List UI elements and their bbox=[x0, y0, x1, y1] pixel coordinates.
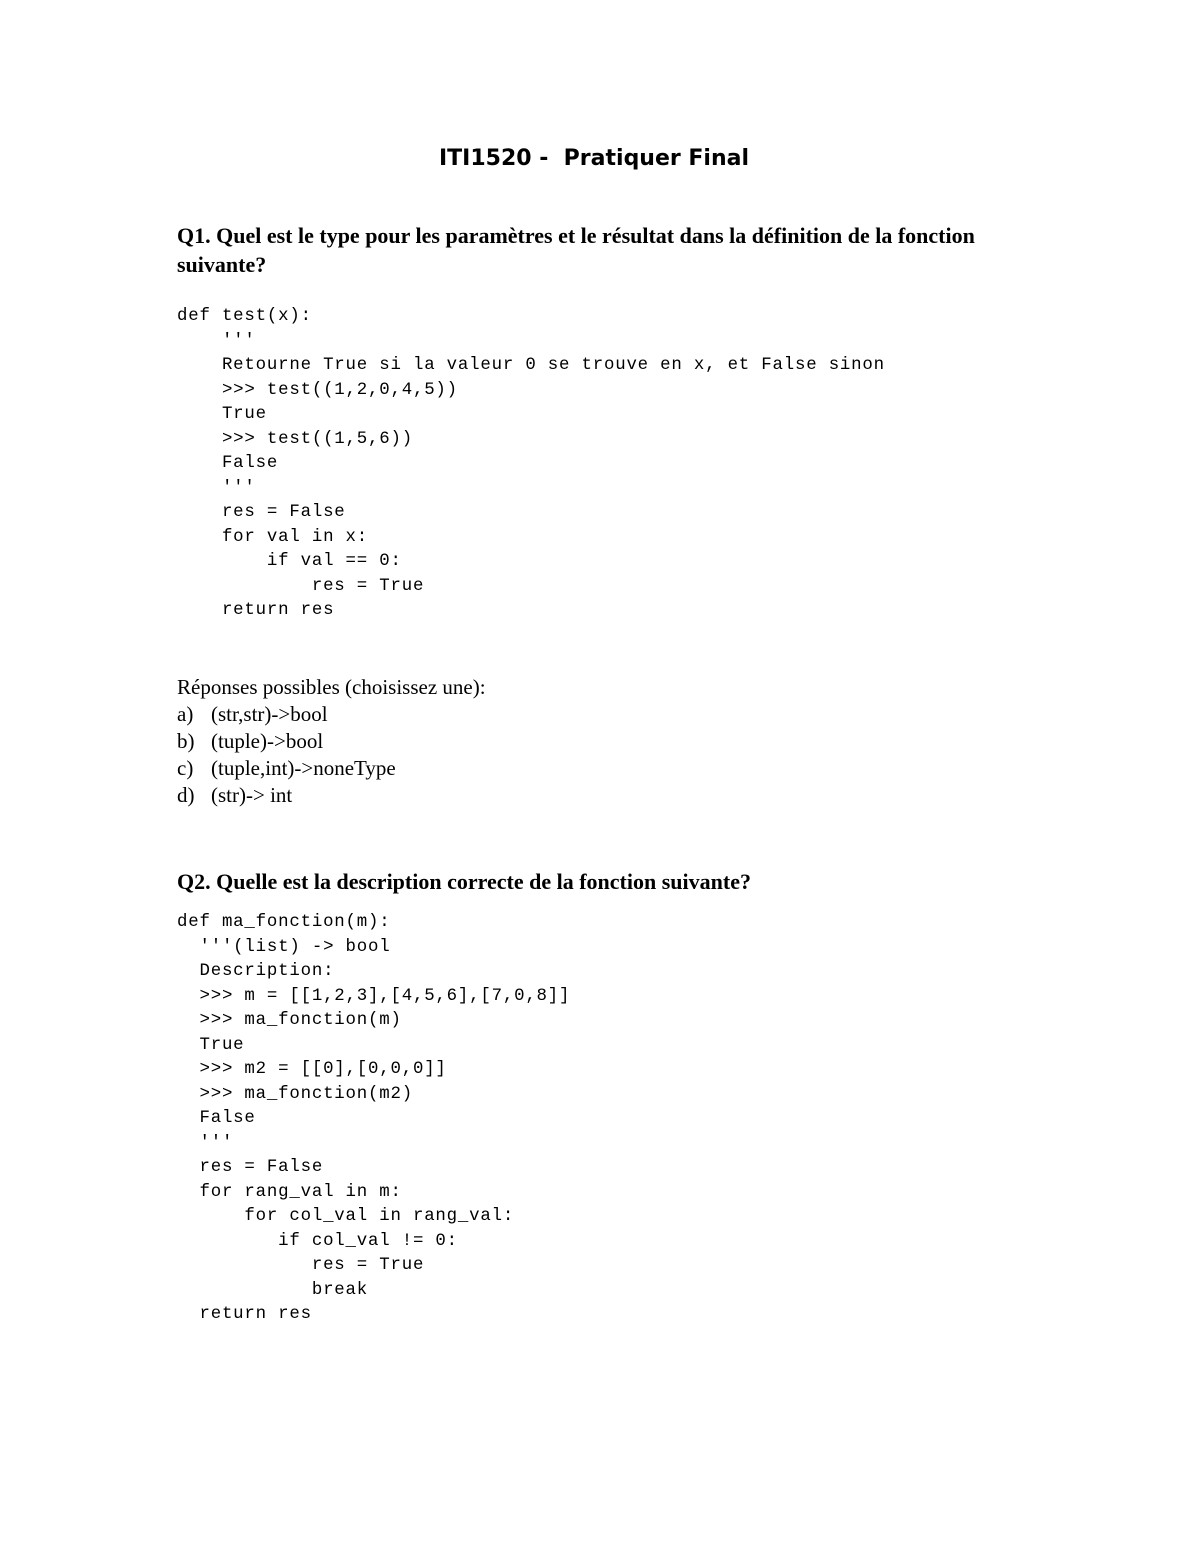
code-line: if val == 0: bbox=[177, 552, 402, 571]
code-line: False bbox=[177, 454, 279, 473]
code-line: for rang_val in m: bbox=[177, 1182, 402, 1202]
code-line: '''(list) -> bool bbox=[177, 937, 391, 957]
question-1-answers bbox=[177, 674, 486, 809]
choice-a bbox=[177, 701, 486, 728]
code-line: def ma_fonction(m): bbox=[177, 913, 391, 932]
choice-letter: c) bbox=[177, 756, 194, 780]
question-2-code-block bbox=[177, 911, 570, 1328]
choice-letter: b) bbox=[177, 729, 195, 753]
code-line: Retourne True si la valeur 0 se trouve en x, et False sinon bbox=[177, 356, 885, 375]
code-line: True bbox=[177, 405, 267, 424]
code-line: ''' bbox=[177, 478, 256, 498]
code-line: >>> m = [[1,2,3],[4,5,6],[7,0,8]] bbox=[177, 986, 571, 1006]
code-line: res = True bbox=[177, 1256, 425, 1275]
choice-c bbox=[177, 755, 486, 782]
code-line: >>> m2 = [[0],[0,0,0]] bbox=[177, 1060, 447, 1079]
choice-text: (tuple,int)->noneType bbox=[211, 756, 396, 780]
question-1-prompt: Q1. Quel est le type pour les paramètres et le résultat dans la définition de la fonction suivante? bbox=[177, 223, 975, 277]
choice-letter: a) bbox=[177, 702, 194, 726]
code-line: False bbox=[177, 1109, 256, 1128]
choice-b bbox=[177, 728, 486, 755]
code-line: res = False bbox=[177, 1158, 324, 1177]
code-line: ''' bbox=[177, 331, 256, 351]
choice-text: (str,str)->bool bbox=[211, 702, 328, 726]
question-1-code-block bbox=[177, 305, 885, 624]
code-line: def test(x): bbox=[177, 307, 312, 326]
code-line: res = True bbox=[177, 576, 425, 596]
code-line: break bbox=[177, 1280, 369, 1300]
choice-text: (tuple)->bool bbox=[211, 729, 324, 753]
answers-intro: Réponses possibles (choisissez une): bbox=[177, 675, 486, 699]
code-line: if col_val != 0: bbox=[177, 1231, 458, 1251]
code-line: for col_val in rang_val: bbox=[177, 1207, 515, 1226]
code-line: >>> ma_fonction(m) bbox=[177, 1011, 402, 1030]
code-line: ''' bbox=[177, 1133, 234, 1153]
code-line: >>> test((1,5,6)) bbox=[177, 429, 413, 449]
choice-text: (str)-> int bbox=[211, 783, 293, 807]
choice-d bbox=[177, 782, 486, 809]
code-line: True bbox=[177, 1035, 245, 1055]
code-line: for val in x: bbox=[177, 527, 369, 547]
code-line: res = False bbox=[177, 503, 346, 522]
code-line: >>> test((1,2,0,4,5)) bbox=[177, 380, 458, 400]
question-2-prompt: Q2. Quelle est la description correcte de la fonction suivante? bbox=[177, 869, 751, 894]
code-line: return res bbox=[177, 1305, 312, 1324]
code-line: >>> ma_fonction(m2) bbox=[177, 1084, 413, 1104]
code-line: Description: bbox=[177, 962, 335, 981]
document-title: ITI1520 - Pratiquer Final bbox=[438, 146, 750, 171]
code-line: return res bbox=[177, 601, 335, 620]
choice-letter: d) bbox=[177, 783, 195, 807]
